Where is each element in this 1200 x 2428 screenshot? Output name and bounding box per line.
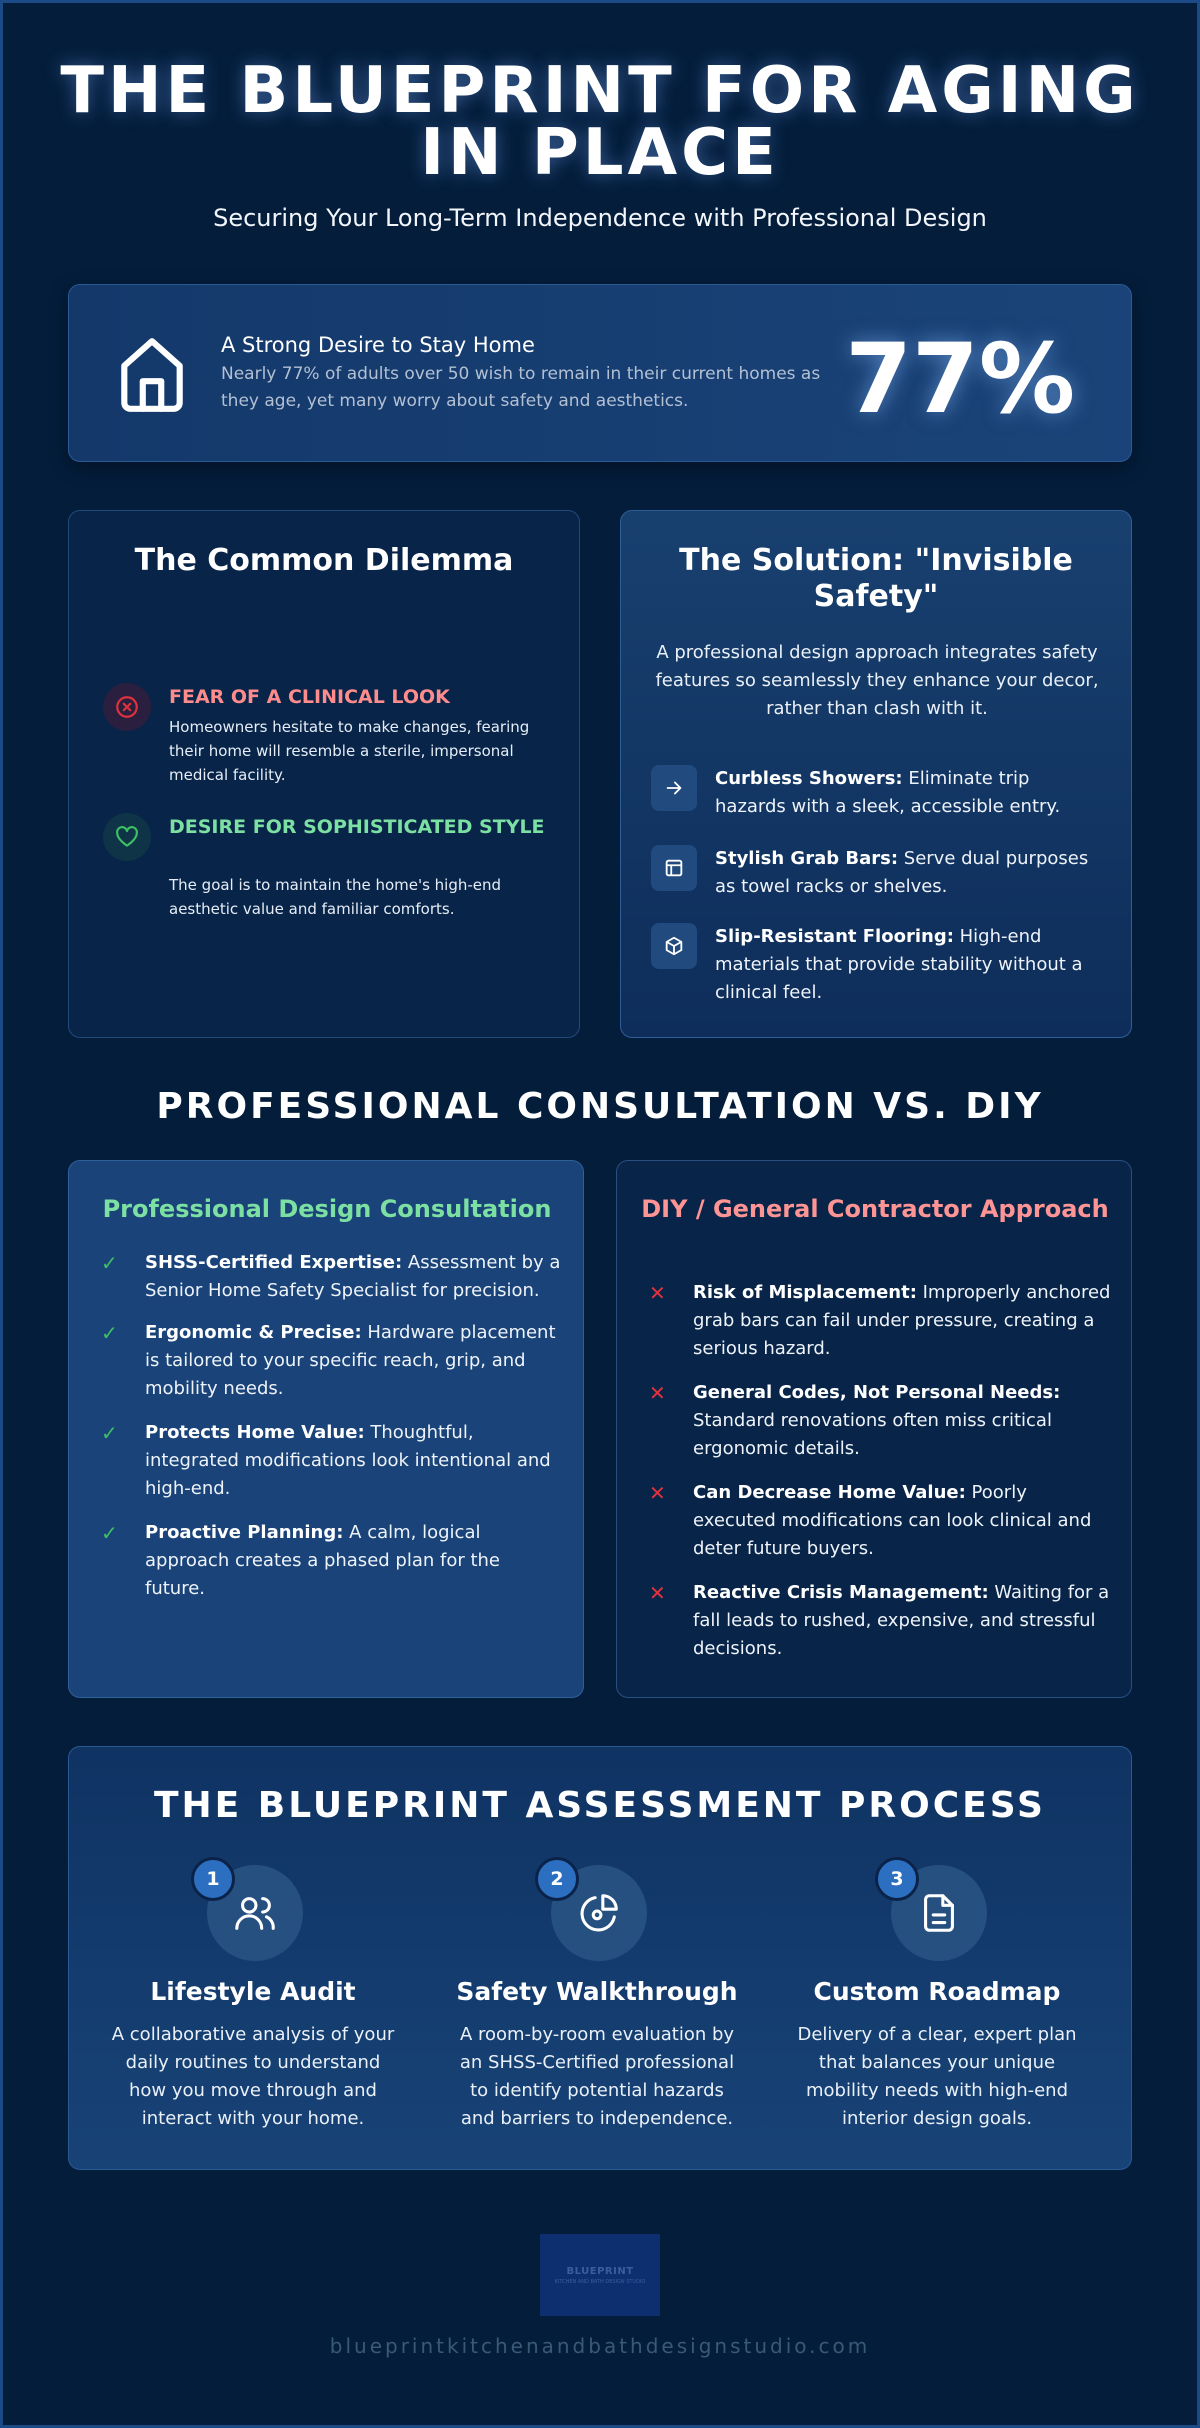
x-icon: ✕ xyxy=(649,1481,666,1505)
solution-card xyxy=(620,510,1132,1038)
stat-value: 77% xyxy=(845,323,1075,435)
step-heading: Lifestyle Audit xyxy=(150,1977,356,2006)
logo-tagline: KITCHEN AND BATH DESIGN STUDIO xyxy=(554,2278,646,2285)
step-body: Delivery of a clear, expert plan that balances your unique mobility needs with high-end interior design goals. xyxy=(797,2024,1077,2129)
step-body: A collaborative analysis of your daily routines to understand how you move through and interact with your home. xyxy=(111,2024,395,2129)
cube-icon xyxy=(651,923,697,969)
page-subtitle: Securing Your Long-Term Independence with Professional Design xyxy=(213,204,987,232)
step-body: A room-by-room evaluation by an SHSS-Certified professional to identify potential hazards and barriers to independence. xyxy=(459,2024,735,2129)
heart-icon xyxy=(103,813,151,861)
dilemma-card xyxy=(68,510,580,1038)
solution-intro: A professional design approach integrates safety features so seamlessly they enhance your decor, rather than clash with it. xyxy=(655,642,1099,719)
comparison-title: PROFESSIONAL CONSULTATION VS. DIY xyxy=(156,1086,1044,1127)
professional-card: Professional Design Consultation ✓ SHSS-Certified Expertise: Assessment by a Senior Home Safety Specialist for precision. ✓ Ergonomic & Precise: Hardware placement is tailored to your specific reach, grip, and mobility needs. ✓ Protects Home Value: Thoughtful, integrated modifications look intentional and high-end. ✓ Proactive Planning: A calm, logical approach creates a phased plan for the future. xyxy=(68,1160,584,1698)
footer-url[interactable]: blueprintkitchenandbathdesignstudio.com xyxy=(329,2334,871,2358)
dilemma-title: The Common Dilemma xyxy=(134,543,514,578)
stat-card xyxy=(68,284,1132,462)
step-number: 2 xyxy=(535,1857,579,1901)
solution-item-text: Slip-Resistant Flooring: High-end materials that provide stability without a clinical feel. xyxy=(715,926,1083,1003)
process-title: THE BLUEPRINT ASSESSMENT PROCESS xyxy=(154,1785,1046,1826)
check-icon: ✓ xyxy=(101,1251,118,1275)
check-icon: ✓ xyxy=(101,1321,118,1345)
dilemma-item-heading: DESIRE FOR SOPHISTICATED STYLE xyxy=(169,816,545,838)
check-icon: ✓ xyxy=(101,1421,118,1445)
solution-title: The Solution: "Invisible Safety" xyxy=(679,543,1073,614)
hero xyxy=(0,54,1200,232)
diy-title: DIY / General Contractor Approach xyxy=(641,1195,1109,1223)
dilemma-item-heading: FEAR OF A CLINICAL LOOK xyxy=(169,686,450,708)
solution-item-text: Stylish Grab Bars: Serve dual purposes as towel racks or shelves. xyxy=(715,848,1089,897)
x-icon: ✕ xyxy=(649,1281,666,1305)
x-circle-icon xyxy=(103,683,151,731)
dilemma-item-body: The goal is to maintain the home's high-end aesthetic value and familiar comforts. xyxy=(169,876,502,918)
step-heading: Custom Roadmap xyxy=(813,1977,1061,2006)
professional-title: Professional Design Consultation xyxy=(102,1195,552,1223)
logo-text: BLUEPRINT xyxy=(566,2265,634,2277)
dilemma-item-body: Homeowners hesitate to make changes, fearing their home will resemble a sterile, impersonal medical facility. xyxy=(169,718,530,784)
arrow-right-icon xyxy=(651,765,697,811)
page-title: THE BLUEPRINT FOR AGING IN PLACE xyxy=(60,54,1140,190)
solution-item-text: Curbless Showers: Eliminate trip hazards with a sleek, accessible entry. xyxy=(715,768,1061,817)
x-icon: ✕ xyxy=(649,1381,666,1405)
step-heading: Safety Walkthrough xyxy=(456,1977,738,2006)
company-logo xyxy=(540,2234,660,2316)
x-icon: ✕ xyxy=(649,1581,666,1605)
stat-heading: A Strong Desire to Stay Home xyxy=(221,333,535,357)
check-icon: ✓ xyxy=(101,1521,118,1545)
diy-card: DIY / General Contractor Approach ✕ Risk of Misplacement: Improperly anchored grab bars can fail under pressure, creating a serious hazard. ✕ General Codes, Not Personal Needs: Standard renovations often miss critical ergonomic details. ✕ Can Decrease Home Value: Poorly executed modifications can look clinical and deter future buyers. ✕ Reactive Crisis Management: Waiting for a fall leads to rushed, expensive, and stressful decisions. xyxy=(616,1160,1132,1698)
home-icon xyxy=(115,335,189,415)
step-number: 3 xyxy=(875,1857,919,1901)
process-section xyxy=(68,1746,1132,2170)
layout-icon xyxy=(651,845,697,891)
stat-description: Nearly 77% of adults over 50 wish to remain in their current homes as they age, yet many worry about safety and aesthetics. xyxy=(221,364,821,411)
step-number: 1 xyxy=(191,1857,235,1901)
